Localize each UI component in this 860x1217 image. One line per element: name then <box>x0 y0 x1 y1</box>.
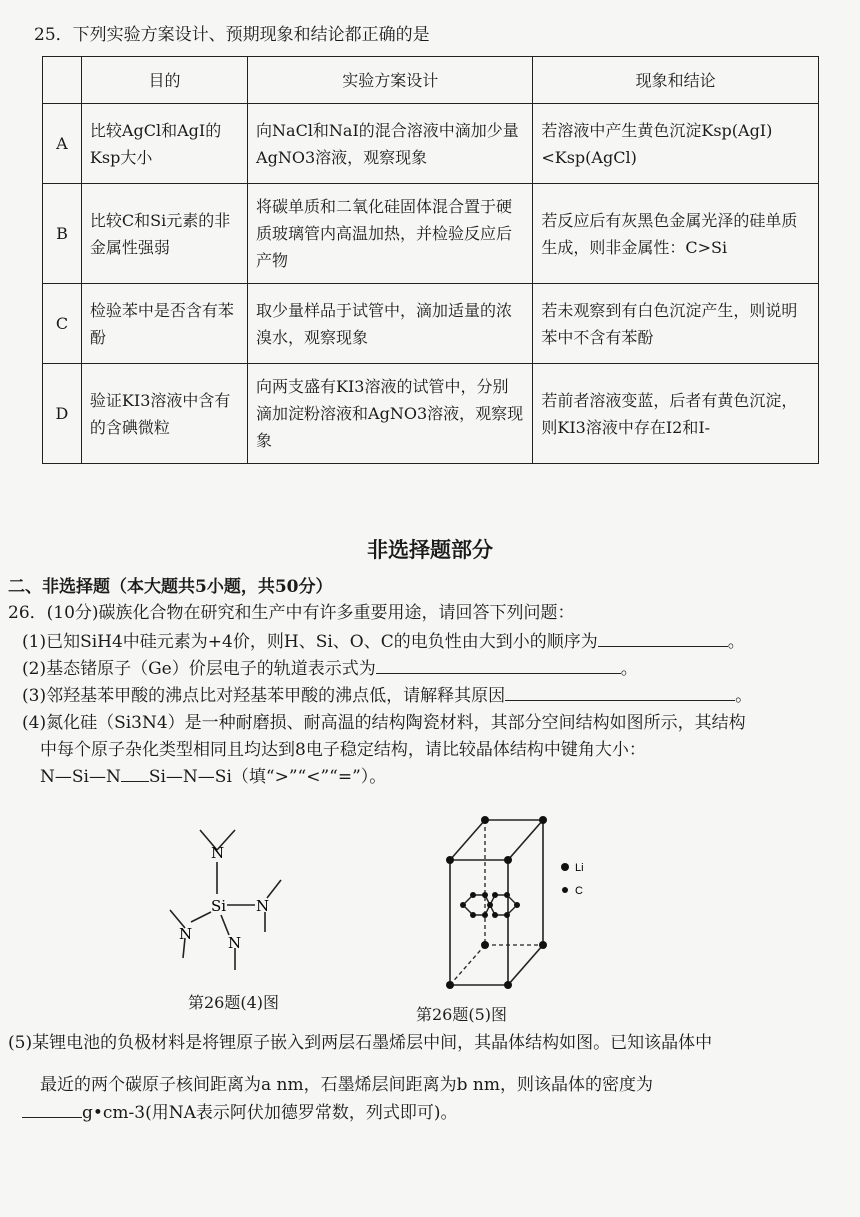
n-atom-label: N <box>211 844 225 862</box>
option-label: A <box>43 104 82 184</box>
aim-cell: 检验苯中是否含有苯酚 <box>81 284 247 364</box>
table-row <box>43 104 819 184</box>
design-cell: 向NaCl和NaI的混合溶液中滴加少量AgNO3溶液，观察现象 <box>248 104 533 184</box>
question-26-stem: 26．(10分)碳族化合物在研究和生产中有许多重要用途，请回答下列问题： <box>8 603 575 623</box>
question-26-part-4-line-2: 中每个原子杂化类型相同且均达到8电子稳定结构，请比较晶体结构中键角大小： <box>40 740 646 760</box>
result-cell: 若反应后有灰黑色金属光泽的硅单质生成，则非金属性：C>Si <box>533 184 819 284</box>
li-graphite-cell-figure <box>425 810 605 1000</box>
question-26-part-5-line-1: (5)某锂电池的负极材料是将锂原子嵌入到两层石墨烯层中间，其晶体结构如图。已知该晶体中 <box>8 1033 713 1053</box>
section-title: 非选择题部分 <box>367 537 493 562</box>
table-row <box>43 364 819 464</box>
table-header-row <box>43 57 819 104</box>
table-row <box>43 284 819 364</box>
header-design: 实验方案设计 <box>248 57 533 104</box>
result-cell: 若溶液中产生黄色沉淀Ksp(AgI)<Ksp(AgCl) <box>533 104 819 184</box>
question-26-part-4-line-3: N—Si—N Si—N—Si（填“>”“<”“=”）。 <box>40 767 387 787</box>
option-label: C <box>43 284 82 364</box>
result-cell: 若未观察到有白色沉淀产生，则说明苯中不含有苯酚 <box>533 284 819 364</box>
answer-blank[interactable] <box>121 765 149 782</box>
question-26-part-5-line-3: g•cm-3(用NA表示阿伏加德罗常数，列式即可)。 <box>22 1098 458 1123</box>
design-cell: 取少量样品于试管中，滴加适量的浓溴水，观察现象 <box>248 284 533 364</box>
question-25-stem: 25．下列实验方案设计、预期现象和结论都正确的是 <box>34 25 430 45</box>
option-label: D <box>43 364 82 464</box>
question-26-part-2: (2)基态锗原子（Ge）价层电子的轨道表示式为 。 <box>22 659 638 679</box>
experiment-table <box>42 56 819 464</box>
option-label: B <box>43 184 82 284</box>
design-cell: 将碳单质和二氧化硅固体混合置于硬质玻璃管内高温加热，并检验反应后产物 <box>248 184 533 284</box>
si-atom-label: Si <box>211 897 227 915</box>
n-atom-label: N <box>228 934 242 952</box>
aim-cell: 验证KI3溶液中含有的含碘微粒 <box>81 364 247 464</box>
c-legend-dot <box>562 887 568 893</box>
answer-blank[interactable] <box>376 657 621 674</box>
figure-4-caption: 第26题(4)图 <box>188 993 280 1012</box>
question-26-part-5-line-2: 最近的两个碳原子核间距离为a nm，石墨烯层间距离为b nm，则该晶体的密度为 <box>40 1075 653 1095</box>
question-26-part-4-line-1: (4)氮化硅（Si3N4）是一种耐磨损、耐高温的结构陶瓷材料，其部分空间结构如图所示，其结构 <box>22 713 746 733</box>
answer-blank[interactable] <box>22 1101 82 1118</box>
header-aim: 目的 <box>81 57 247 104</box>
aim-cell: 比较C和Si元素的非金属性强弱 <box>81 184 247 284</box>
aim-cell: 比较AgCl和AgI的Ksp大小 <box>81 104 247 184</box>
answer-blank[interactable] <box>505 684 735 701</box>
c-legend-label: C <box>575 885 583 897</box>
li-legend-dot <box>561 863 569 871</box>
n-atom-label: N <box>179 925 193 943</box>
n-atom-label: N <box>256 897 270 915</box>
answer-blank[interactable] <box>598 630 728 647</box>
question-26-part-1: (1)已知SiH4中硅元素为+4价，则H、Si、O、C的电负性由大到小的顺序为 。 <box>22 632 745 652</box>
question-26-part-3: (3)邻羟基苯甲酸的沸点比对羟基苯甲酸的沸点低，请解释其原因 。 <box>22 686 753 706</box>
figure-5-caption: 第26题(5)图 <box>416 1005 508 1024</box>
header-result: 现象和结论 <box>533 57 819 104</box>
si3n4-structure-figure <box>155 820 295 980</box>
table-row <box>43 184 819 284</box>
result-cell: 若前者溶液变蓝，后者有黄色沉淀，则KI3溶液中存在I2和I- <box>533 364 819 464</box>
li-legend-label: Li <box>575 862 584 874</box>
section-2-heading: 二、非选择题（本大题共5小题，共50分） <box>8 577 333 597</box>
design-cell: 向两支盛有KI3溶液的试管中，分别滴加淀粉溶液和AgNO3溶液，观察现象 <box>248 364 533 464</box>
